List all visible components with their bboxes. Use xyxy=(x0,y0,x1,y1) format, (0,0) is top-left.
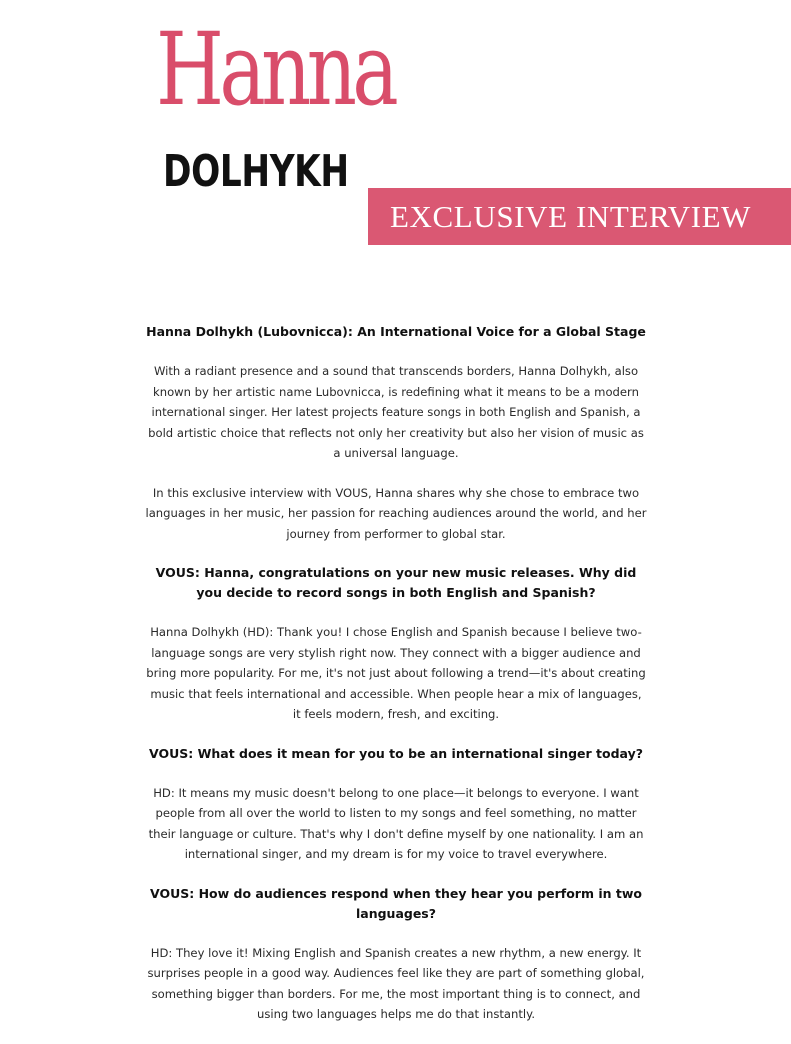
artist-last-name: DOLHYKH xyxy=(163,146,349,197)
article-body xyxy=(145,322,647,1044)
interview-answer-2: HD: It means my music doesn't belong to one place—it belongs to everyone. I want people from all over the world to listen to my songs and feel something, no matter their language or culture. That's why I don't define myself by one nationality. I am an international singer, and my dream is for my voice to travel everywhere. xyxy=(148,785,644,861)
article-headline: Hanna Dolhykh (Lubovnicca): An International Voice for a Global Stage xyxy=(146,324,646,339)
interview-question-3: VOUS: How do audiences respond when they hear you perform in two languages? xyxy=(149,885,642,921)
exclusive-interview-banner xyxy=(368,188,791,245)
interview-question-2: VOUS: What does it mean for you to be an international singer today? xyxy=(148,745,644,761)
interview-answer-1: Hanna Dolhykh (HD): Thank you! I chose English and Spanish because I believe two-language songs are very stylish right now. They connect with a bigger audience and bring more popularity. For me, it's not just about following a trend—it's about creating music that feels international and accessible. When people hear a mix of languages, it feels modern, fresh, and exciting. xyxy=(146,625,646,721)
intro-paragraph-1: With a radiant presence and a sound that transcends borders, Hanna Dolhykh, also known by her artistic name Lubovnicca, is redefining what it means to be a modern international singer. Her latest projects feature songs in both English and Spanish, a bold artistic choice that reflects not only her creativity but also her vision of music as a universal language. xyxy=(148,364,644,460)
interview-question-1: VOUS: Hanna, congratulations on your new music releases. Why did you decide to record songs in both English and Spanish? xyxy=(155,565,637,600)
intro-paragraph-2: In this exclusive interview with VOUS, Hanna shares why she chose to embrace two languages in her music, her passion for reaching audiences around the world, and her journey from performer to global star. xyxy=(145,485,647,541)
artist-first-name: Hanna xyxy=(156,11,395,128)
banner-label: EXCLUSIVE INTERVIEW xyxy=(390,198,752,234)
interview-answer-3: HD: They love it! Mixing English and Spanish creates a new rhythm, a new energy. It surprises people in a good way. Audiences feel like they are part of something global, something bigger than borders. For me, the most important thing is to connect, and using two languages helps me do that instantly. xyxy=(147,945,645,1021)
